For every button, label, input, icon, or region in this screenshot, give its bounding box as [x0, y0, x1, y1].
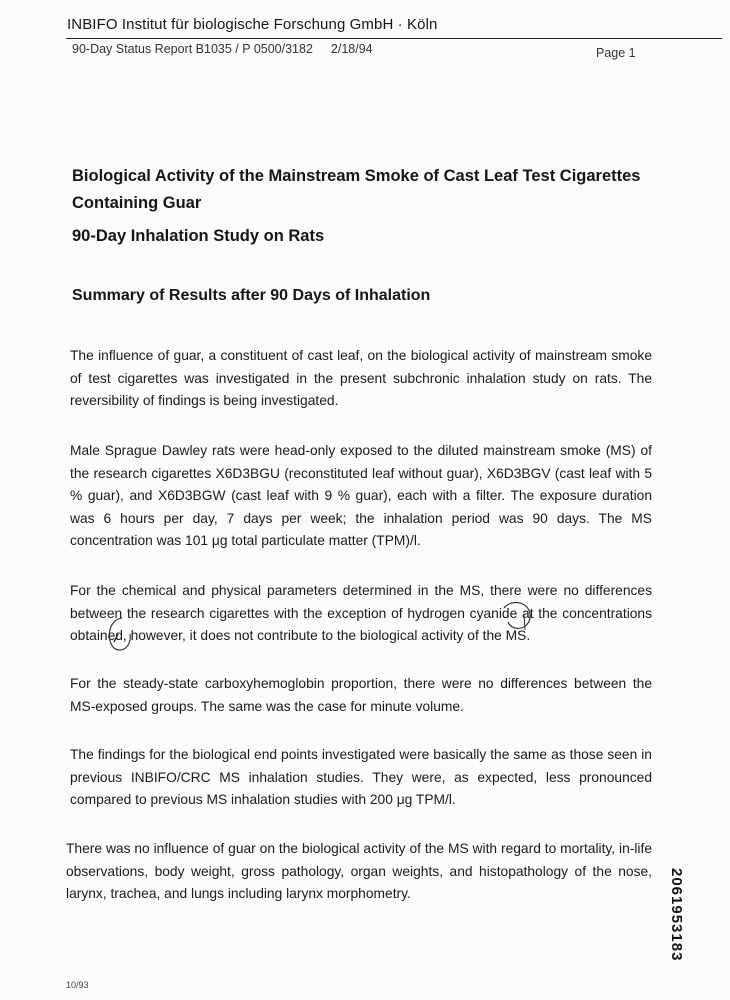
- paragraph-4: For the steady-state carboxyhemoglobin proportion, there were no differences between the MS-exposed groups. The same was the case for minute volume.: [70, 676, 652, 714]
- section-heading: Summary of Results after 90 Days of Inhalation: [72, 287, 431, 304]
- paragraph-2: Male Sprague Dawley rats were head-only exposed to the diluted mainstream smoke (MS) of the research cigarettes X6D3BGU (reconstituted leaf without guar), X6D3BGV (cast leaf with 5 % guar), and X6D3BGW (cast leaf with 9 % guar), each with a filter. The exposure duration was 6 hours per day, 7 days per week; the inhalation period was 90 days. The MS concentration was 101 μg total particulate matter (TPM)/l.: [70, 443, 652, 548]
- title-line-3: 90-Day Inhalation Study on Rats: [72, 227, 325, 245]
- report-title: 90-Day Status Report B1035 / P 0500/3182: [72, 42, 313, 56]
- report-line: [72, 42, 373, 56]
- institute-name: INBIFO Institut für biologische Forschung GmbH · Köln: [67, 16, 438, 33]
- title-line-1: Biological Activity of the Mainstream Smoke of Cast Leaf Test Cigarettes: [72, 167, 641, 185]
- report-date: 2/18/94: [330, 42, 373, 56]
- document-number: 2061953183: [668, 868, 685, 962]
- page-number: Page 1: [596, 46, 636, 60]
- paragraph-3: For the chemical and physical parameters determined in the MS, there were no differences between the research cigarettes with the exception of hydrogen cyanide at the concentrations obtained, however, it does not contribute to the biological activity of the MS.: [70, 583, 652, 643]
- paragraph-1: The influence of guar, a constituent of cast leaf, on the biological activity of mainstream smoke of test cigarettes was investigated in the present subchronic inhalation study on rats. The reversibility of findings is being investigated.: [70, 348, 652, 408]
- title-line-2: Containing Guar: [72, 194, 202, 212]
- paragraph-5: The findings for the biological end points investigated were basically the same as those seen in previous INBIFO/CRC MS inhalation studies. They were, as expected, less pronounced compared to previous MS inhalation studies with 200 μg TPM/l.: [70, 747, 652, 807]
- handwritten-circle-mark: [498, 600, 538, 642]
- paragraph-6: There was no influence of guar on the biological activity of the MS with regard to mortality, in-life observations, body weight, gross pathology, organ weights, and histopathology of the nose, larynx, trachea, and lungs including larynx morphometry.: [66, 841, 652, 901]
- form-number: 10/93: [66, 980, 89, 990]
- handwritten-comma-mark: [104, 616, 140, 656]
- header-rule: [66, 38, 722, 39]
